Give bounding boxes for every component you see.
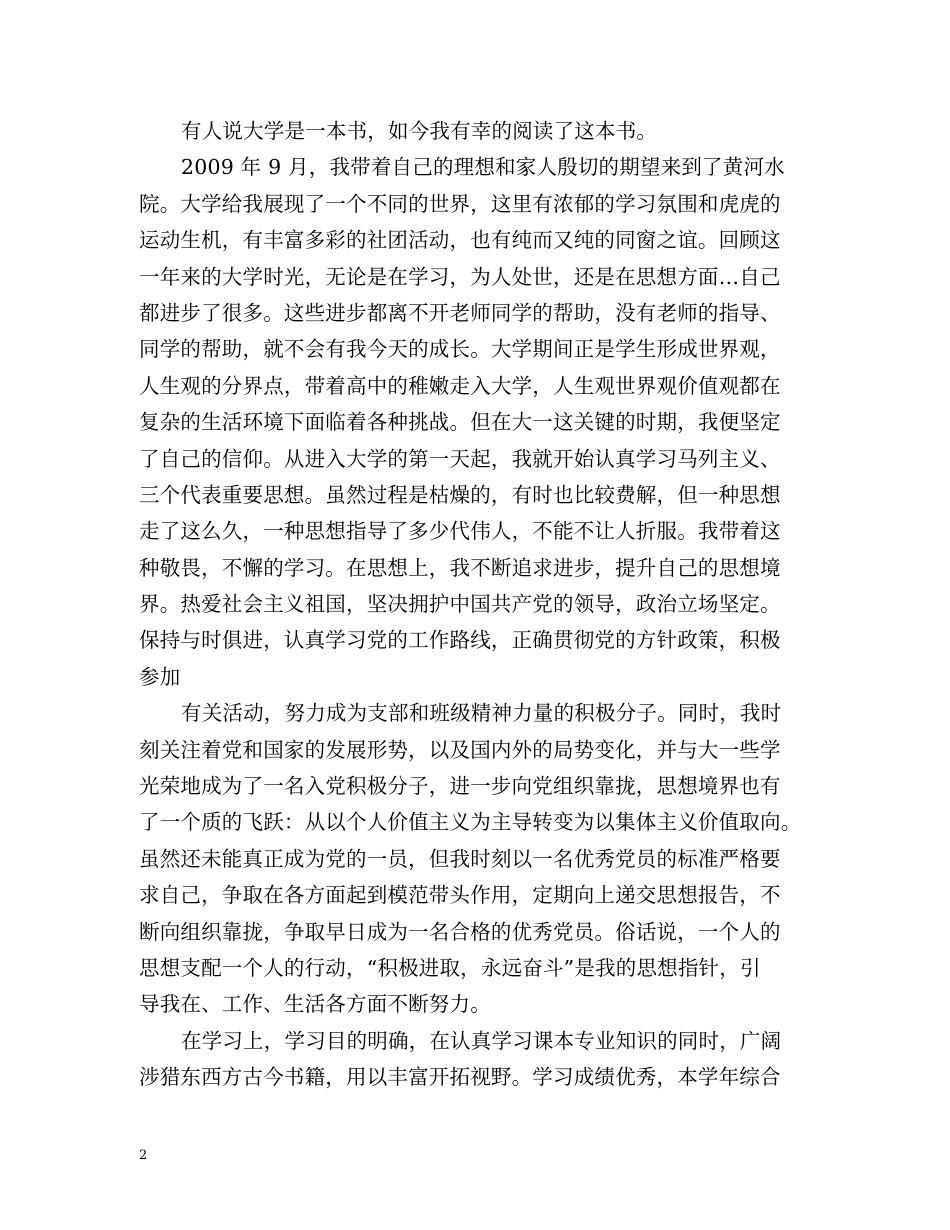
text-line: 有关活动，努力成为支部和班级精神力量的积极分子。同时，我时 [181, 701, 782, 726]
text-line: 在学习上，学习目的明确，在认真学习课本专业知识的同时，广阔 [181, 1028, 782, 1053]
text-line: 刻关注着党和国家的发展形势，以及国内外的局势变化，并与大一些学 [139, 737, 781, 762]
text-line: 三个代表重要思想。虽然过程是枯燥的，有时也比较费解，但一种思想 [139, 482, 781, 507]
text-line: 种敬畏，不懈的学习。在思想上，我不断追求进步，提升自己的思想境 [139, 555, 781, 580]
text-line: 虽然还未能真正成为党的一员，但我时刻以一名优秀党员的标准严格要 [139, 846, 781, 871]
text-line: 了自己的信仰。从进入大学的第一天起，我就开始认真学习马列主义、 [139, 446, 781, 471]
text-line: 人生观的分界点，带着高中的稚嫩走入大学，人生观世界观价值观都在 [139, 373, 781, 398]
text-line: 界。热爱社会主义祖国，坚决拥护中国共产党的领导，政治立场坚定。 [139, 592, 781, 617]
text-line: 涉猎东西方古今书籍，用以丰富开拓视野。学习成绩优秀，本学年综合 [139, 1065, 781, 1090]
text-line: 有人说大学是一本书，如今我有幸的阅读了这本书。 [181, 119, 658, 143]
text-line: 2009 年 9 月，我带着自己的理想和家人殷切的期望来到了黄河水 [181, 155, 785, 180]
text-line: 导我在、工作、生活各方面不断努力。 [139, 992, 491, 1017]
text-line: 思想支配一个人的行动，“积极进取，永远奋斗”是我的思想指针，引 [139, 955, 761, 980]
text-line: 都进步了很多。这些进步都离不开老师同学的帮助，没有老师的指导、 [139, 300, 781, 325]
text-line: 光荣地成为了一名入党积极分子，进一步向党组织靠拢，思想境界也有 [139, 774, 781, 799]
text-line: 了一个质的飞跃：从以个人价值主义为主导转变为以集体主义价值取向。 [139, 810, 802, 835]
text-line: 运动生机，有丰富多彩的社团活动，也有纯而又纯的同窗之谊。回顾这 [139, 228, 781, 253]
text-line: 保持与时俱进，认真学习党的工作路线，正确贯彻党的方针政策，积极 [139, 628, 781, 653]
text-line: 走了这么久，一种思想指导了多少代伟人，不能不让人折服。我带着这 [139, 519, 781, 544]
text-line: 求自己，争取在各方面起到模范带头作用，定期向上递交思想报告，不 [139, 883, 781, 908]
text-line: 院。大学给我展现了一个不同的世界，这里有浓郁的学习氛围和虎虎的 [139, 191, 781, 216]
text-line: 复杂的生活环境下面临着各种挑战。但在大一这关键的时期，我便坚定 [139, 410, 781, 435]
text-line: 断向组织靠拢，争取早日成为一名合格的优秀党员。俗话说，一个人的 [139, 919, 781, 944]
page-number: 2 [139, 1148, 148, 1163]
body-text [139, 113, 829, 1096]
text-line: 同学的帮助，就不会有我今天的成长。大学期间正是学生形成世界观， [139, 337, 781, 362]
text-line: 参加 [139, 664, 181, 689]
text-line: 一年来的大学时光，无论是在学习，为人处世，还是在思想方面…自己 [139, 264, 781, 289]
